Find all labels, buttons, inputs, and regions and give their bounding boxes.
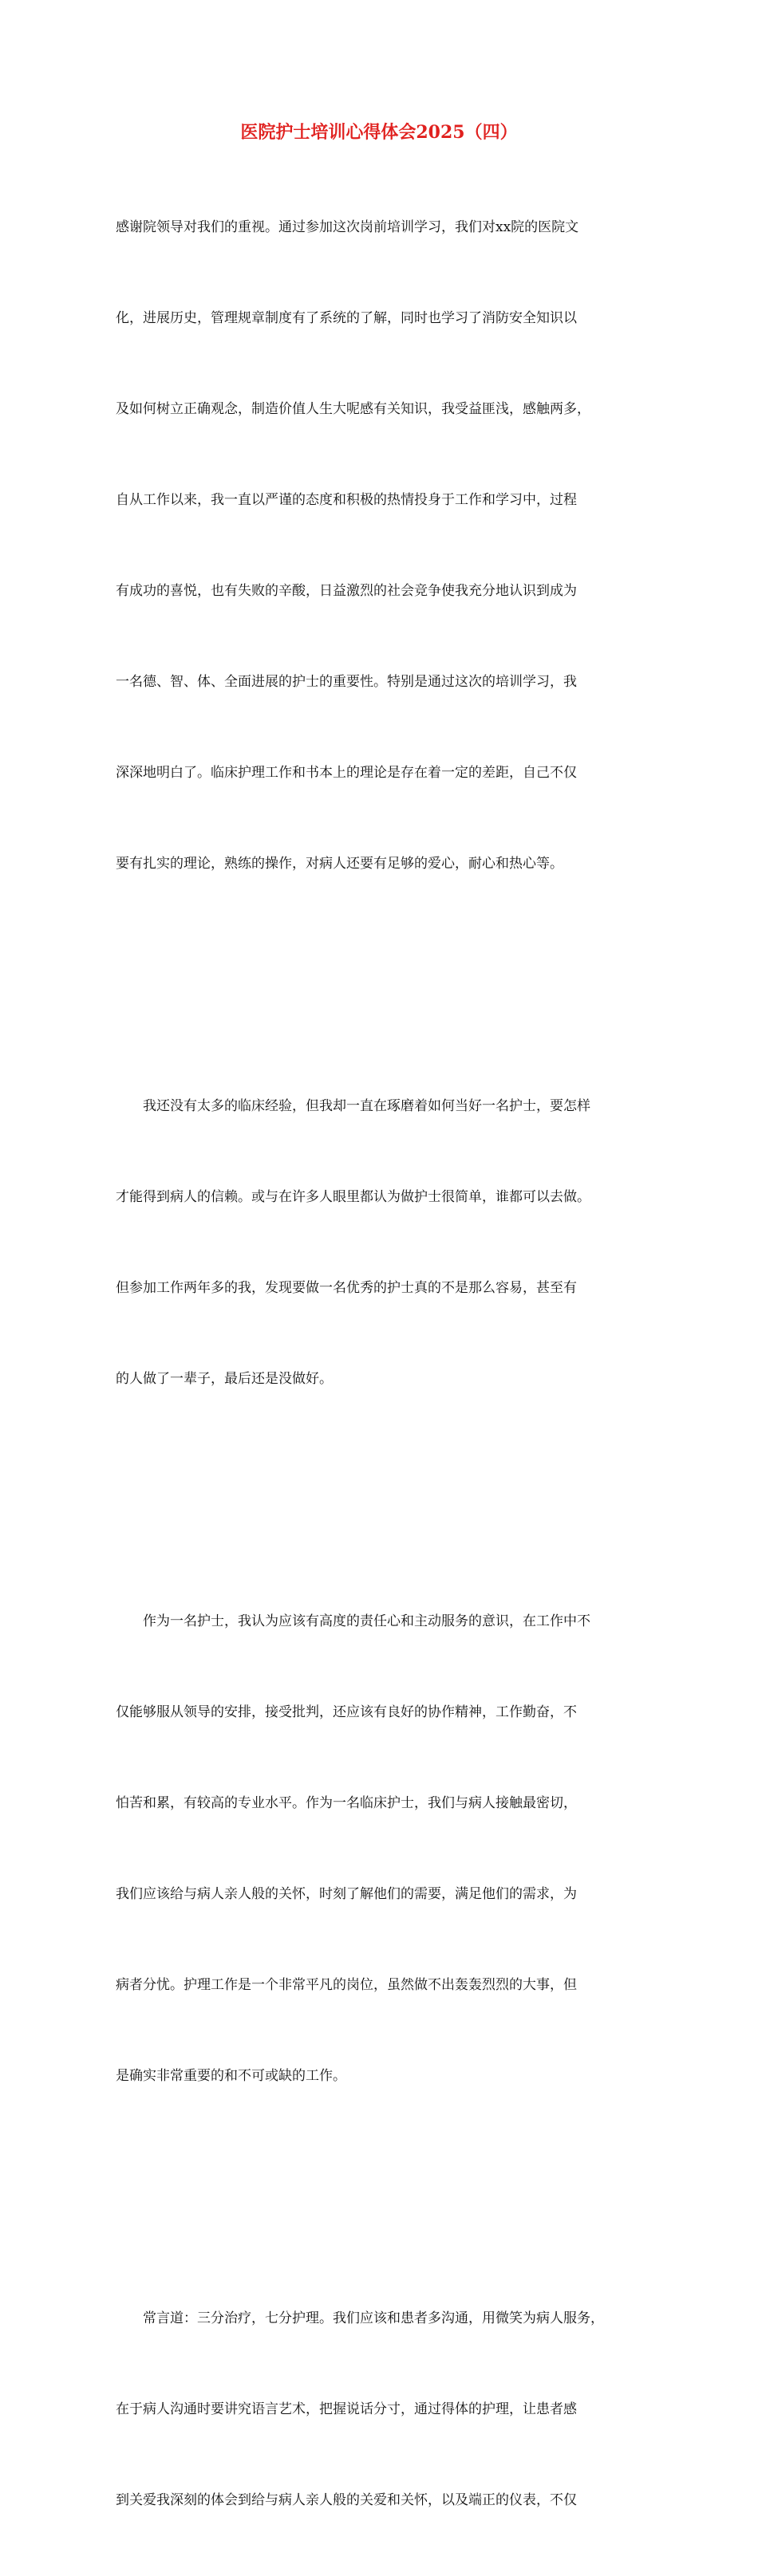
text-line: 仅能够服从领导的安排，接受批判，还应该有良好的协作精神，工作勤奋，不 [116,1704,577,1720]
text-line: 但参加工作两年多的我，发现要做一名优秀的护士真的不是那么容易，甚至有 [116,1280,577,1296]
text-line: 常言道：三分治疗，七分护理。我们应该和患者多沟通，用微笑为病人服务， [116,2310,604,2326]
text-line: 要有扎实的理论，熟练的操作，对病人还要有足够的爱心，耐心和热心等。 [116,856,563,872]
text-line: 作为一名护士，我认为应该有高度的责任心和主动服务的意识，在工作中不 [116,1613,590,1629]
text-line: 才能得到病人的信赖。或与在许多人眼里都认为做护士很简单，谁都可以去做。 [116,1189,590,1205]
text-line: 到关爱我深刻的体会到给与病人亲人般的关爱和关怀，以及端正的仪表，不仅 [116,2492,577,2508]
text-line: 深深地明白了。临床护理工作和书本上的理论是存在着一定的差距，自己不仅 [116,765,577,781]
text-line: 我还没有太多的临床经验，但我却一直在琢磨着如何当好一名护士，要怎样 [116,1098,590,1114]
document-body [116,152,658,2576]
page-title: 医院护士培训心得体会2025（四） [240,122,518,143]
paragraph-spacer [116,1455,658,1546]
text-line: 的人做了一辈子，最后还是没做好。 [116,1371,333,1387]
text-line: 自从工作以来，我一直以严谨的态度和积极的热情投身于工作和学习中，过程 [116,492,577,508]
paragraph-3 [116,1546,658,2152]
paragraph-2 [116,1030,658,1455]
text-line: 是确实非常重要的和不可或缺的工作。 [116,2068,346,2084]
text-line: 化，进展历史，管理规章制度有了系统的了解，同时也学习了消防安全知识以 [116,310,577,326]
paragraph-spacer [116,939,658,1030]
text-line: 怕苦和累，有较高的专业水平。作为一名临床护士，我们与病人接触最密切， [116,1795,577,1811]
text-line: 感谢院领导对我们的重视。通过参加这次岗前培训学习，我们对xx院的医院文 [116,219,579,235]
paragraph-1 [116,152,658,939]
paragraph-spacer [116,2152,658,2243]
text-line: 我们应该给与病人亲人般的关怀，时刻了解他们的需要，满足他们的需求，为 [116,1886,577,1902]
paragraph-4 [116,2243,658,2576]
text-line: 有成功的喜悦，也有失败的辛酸，日益激烈的社会竞争使我充分地认识到成为 [116,583,577,599]
text-line: 病者分忧。护理工作是一个非常平凡的岗位，虽然做不出轰轰烈烈的大事，但 [116,1977,577,1993]
text-line: 在于病人沟通时要讲究语言艺术，把握说话分寸，通过得体的护理，让患者感 [116,2401,577,2417]
text-line: 及如何树立正确观念，制造价值人生大呢感有关知识，我受益匪浅，感触两多， [116,401,590,417]
text-line: 一名德、智、体、全面进展的护士的重要性。特别是通过这次的培训学习，我 [116,674,577,690]
